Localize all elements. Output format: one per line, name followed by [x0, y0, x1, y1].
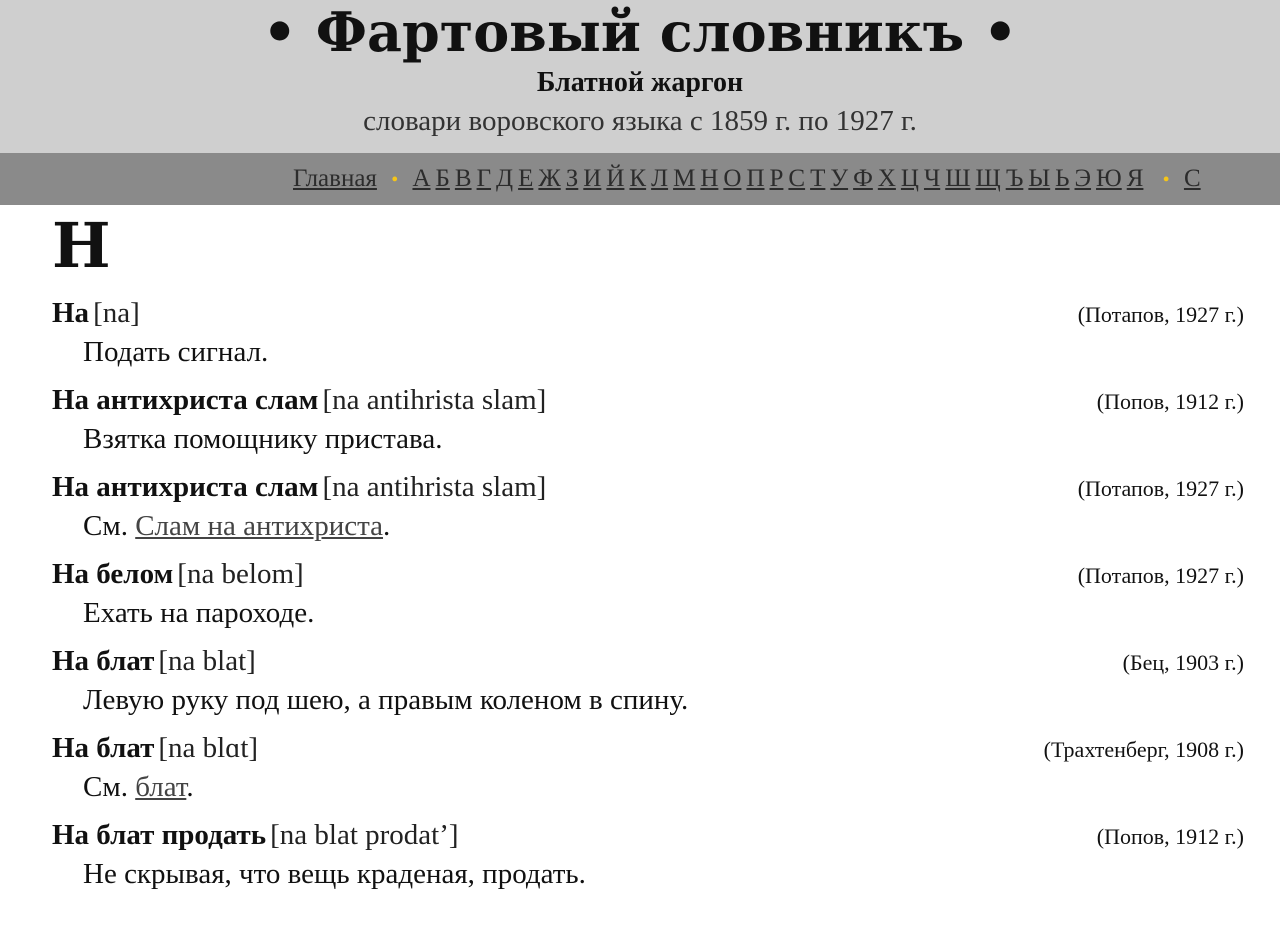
definition-text: См.	[83, 771, 136, 803]
nav-letters	[412, 165, 1148, 192]
nav-letter-link[interactable]: О	[723, 165, 742, 192]
dictionary-entry	[52, 732, 1244, 804]
nav-letter-link[interactable]: Н	[700, 165, 719, 192]
letter-heading: Н	[52, 209, 111, 282]
entry-source: (Попов, 1912 г.)	[1096, 389, 1244, 414]
nav-letter-link[interactable]: Ж	[538, 165, 561, 192]
entry-definition	[52, 422, 1244, 456]
nav-letter-link[interactable]: З	[565, 165, 579, 192]
entry-term	[52, 558, 304, 591]
transliteration: [na antihrista slam]	[322, 384, 547, 416]
headword: На антихриста слам	[52, 384, 319, 416]
entry-source: (Бец, 1903 г.)	[1122, 650, 1244, 675]
definition-text: Не скрывая, что вещь краденая, продать.	[83, 858, 586, 890]
dictionary-entry	[52, 558, 1244, 630]
entry-source: (Попов, 1912 г.)	[1096, 824, 1244, 849]
nav-extra-link[interactable]: С	[1183, 165, 1201, 192]
nav-letter-link[interactable]: М	[673, 165, 696, 192]
dictionary-entry	[52, 384, 1244, 456]
nav-letter-link[interactable]: Ш	[945, 165, 971, 192]
nav-letter-link[interactable]: Ь	[1055, 165, 1070, 192]
nav-letter-link[interactable]: С	[788, 165, 806, 192]
entry-source: (Потапов, 1927 г.)	[1077, 476, 1244, 501]
transliteration: [na blat prodat’]	[270, 819, 459, 851]
nav-letter-link[interactable]: А	[412, 165, 431, 192]
nav-letter-link[interactable]: Г	[476, 165, 492, 192]
transliteration: [na blɑt]	[158, 732, 259, 764]
nav-letter-link[interactable]: Ф	[853, 165, 873, 192]
nav-letter-link[interactable]: Я	[1126, 165, 1144, 192]
nav-letter-link[interactable]: У	[830, 165, 849, 192]
transliteration: [na antihrista slam]	[322, 471, 547, 503]
headword: На блат продать	[52, 819, 267, 851]
main-content	[0, 211, 1280, 891]
nav-letter-link[interactable]: Й	[606, 165, 625, 192]
entry-definition	[52, 683, 1244, 717]
headword: На	[52, 297, 90, 329]
nav-letter-link[interactable]: Ъ	[1005, 165, 1024, 192]
definition-suffix: .	[383, 510, 391, 542]
entry-definition	[52, 770, 1244, 804]
headword: На белом	[52, 558, 174, 590]
entry-head	[52, 558, 1244, 596]
nav-letter-link[interactable]: Щ	[975, 165, 1001, 192]
definition-text: Взятка помощнику пристава.	[83, 423, 443, 455]
cross-reference-link[interactable]: Слам на антихриста	[135, 510, 384, 542]
definition-text: Ехать на пароходе.	[83, 597, 315, 629]
nav-letter-link[interactable]: И	[583, 165, 602, 192]
entry-source: (Трахтенберг, 1908 г.)	[1043, 737, 1244, 762]
dictionary-entry	[52, 297, 1244, 369]
site-header	[0, 0, 1280, 153]
entry-definition	[52, 857, 1244, 891]
headword: На антихриста слам	[52, 471, 319, 503]
entry-head	[52, 732, 1244, 770]
transliteration: [na]	[93, 297, 140, 329]
nav-letter-link[interactable]: Е	[518, 165, 534, 192]
entry-head	[52, 819, 1244, 857]
nav-letter-link[interactable]: П	[746, 165, 765, 192]
entry-definition	[52, 509, 1244, 543]
cross-reference-link[interactable]: блат	[135, 771, 187, 803]
nav-separator: •	[1162, 169, 1170, 191]
nav-letter-link[interactable]: Ы	[1028, 165, 1051, 192]
definition-suffix: .	[186, 771, 194, 803]
dictionary-entry	[52, 819, 1244, 891]
entry-source: (Потапов, 1927 г.)	[1077, 563, 1244, 588]
entry-term	[52, 819, 459, 852]
nav-home-link[interactable]: Главная	[293, 165, 377, 192]
nav-separator: •	[391, 169, 399, 191]
nav-letter-link[interactable]: Ю	[1096, 165, 1122, 192]
entry-source: (Потапов, 1927 г.)	[1077, 302, 1244, 327]
nav-letter-link[interactable]: К	[629, 165, 647, 192]
entry-term	[52, 732, 258, 765]
nav-letter-link[interactable]: Ц	[900, 165, 919, 192]
nav-letter-link[interactable]: Б	[435, 165, 450, 192]
nav-letter-link[interactable]: Ч	[923, 165, 941, 192]
nav-letter-link[interactable]: Р	[769, 165, 784, 192]
entry-term	[52, 297, 140, 330]
site-tagline: словари воровского языка с 1859 г. по 1927 г.	[363, 105, 917, 137]
headword: На блат	[52, 645, 155, 677]
site-subtitle: Блатной жаргон	[536, 67, 744, 98]
entry-head	[52, 471, 1244, 509]
entry-term	[52, 384, 546, 417]
alphabet-nav	[0, 153, 1280, 205]
nav-letter-link[interactable]: В	[454, 165, 472, 192]
entry-list	[52, 297, 1244, 891]
nav-letter-link[interactable]: Д	[496, 165, 514, 192]
entry-head	[52, 645, 1244, 683]
site-title: • Фартовый словникъ •	[262, 0, 1018, 64]
entry-term	[52, 471, 546, 504]
entry-definition	[52, 596, 1244, 630]
dictionary-entry	[52, 471, 1244, 543]
entry-head	[52, 384, 1244, 422]
nav-letter-link[interactable]: Х	[877, 165, 896, 192]
definition-text: См.	[83, 510, 136, 542]
entry-definition	[52, 335, 1244, 369]
dictionary-entry	[52, 645, 1244, 717]
nav-letter-link[interactable]: Э	[1074, 165, 1092, 192]
headword: На блат	[52, 732, 155, 764]
transliteration: [na belom]	[177, 558, 304, 590]
transliteration: [na blat]	[158, 645, 256, 677]
definition-text: Левую руку под шею, а правым коленом в спину.	[83, 684, 689, 716]
nav-letter-link[interactable]: Т	[810, 165, 826, 192]
entry-term	[52, 645, 256, 678]
definition-text: Подать сигнал.	[83, 336, 269, 368]
entry-head	[52, 297, 1244, 335]
nav-letter-link[interactable]: Л	[651, 165, 669, 192]
